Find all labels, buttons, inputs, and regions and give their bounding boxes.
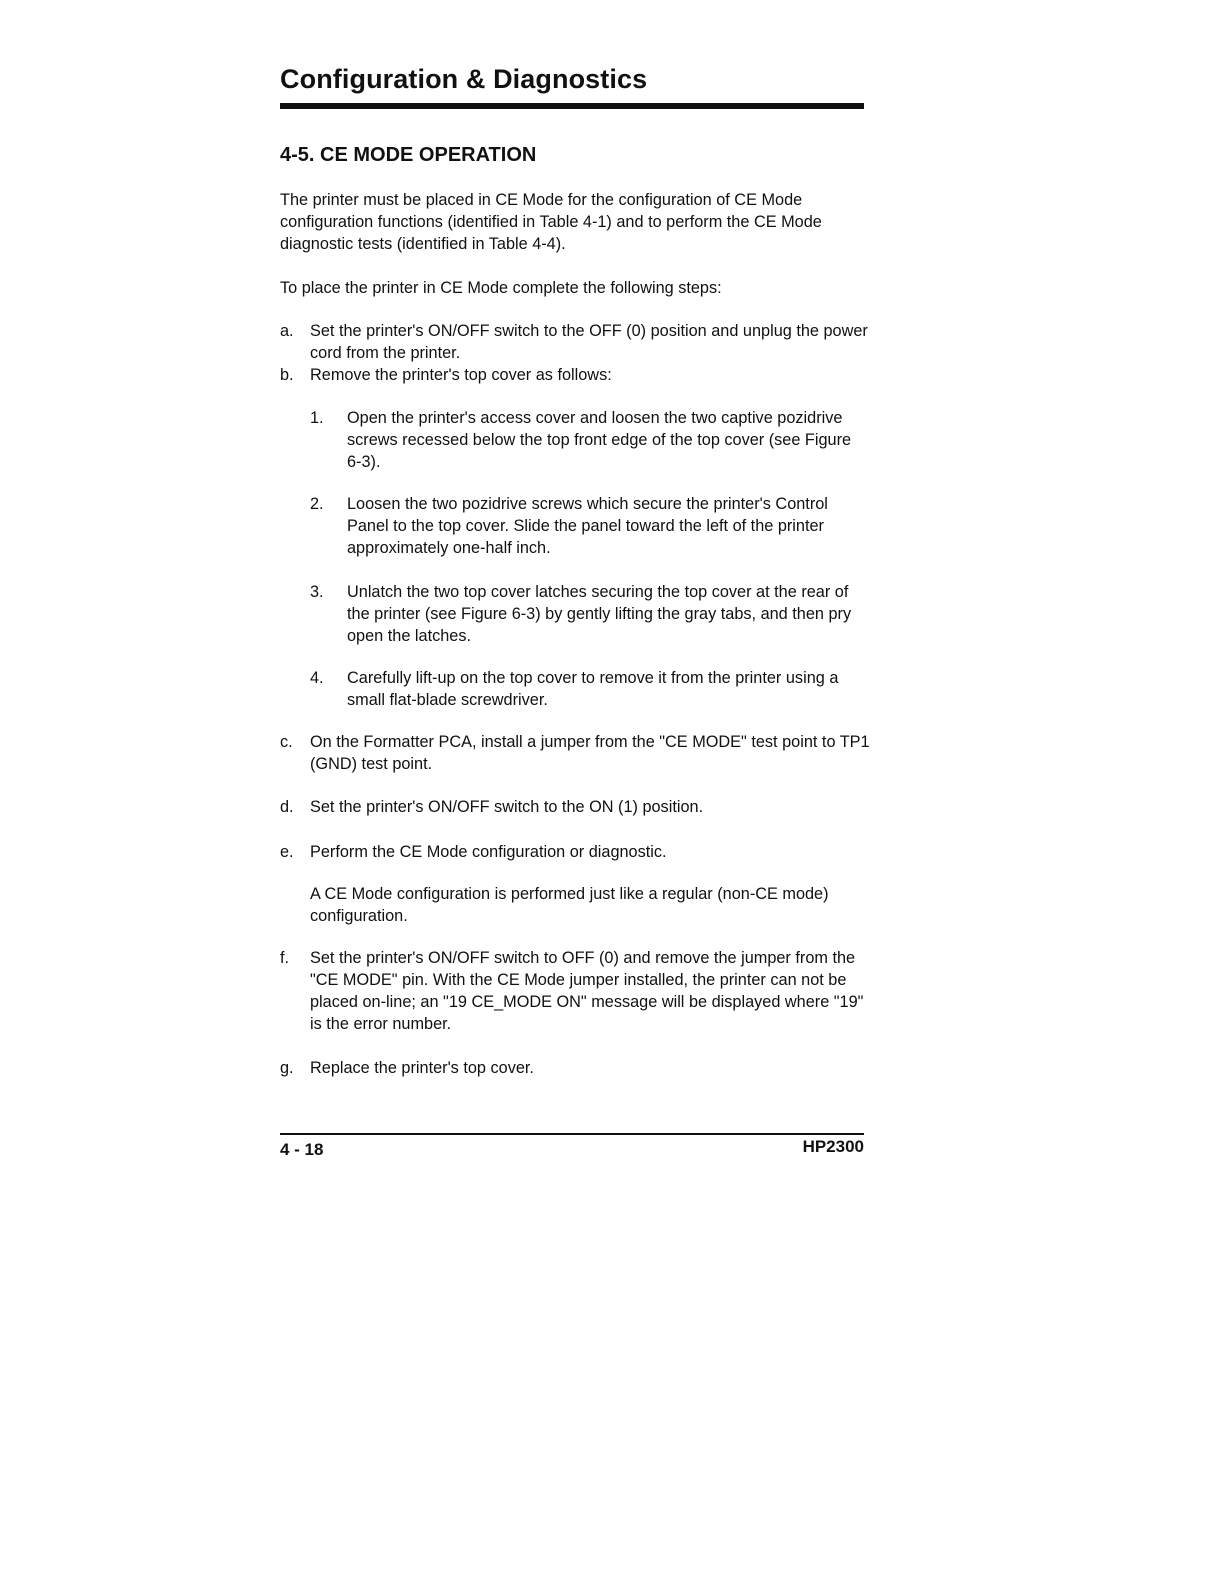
step-text: Perform the CE Mode configuration or diagnostic. [310,843,667,861]
substep-number: 4. [310,669,324,687]
substep-text: Loosen the two pozidrive screws which secure the printer's Control Panel to the top cover. Slide the panel toward the left of the printer approximately one-half inch. [347,495,828,557]
page-number: 4 - 18 [280,1140,324,1159]
model-name: HP2300 [802,1137,864,1156]
step-text: On the Formatter PCA, install a jumper from the "CE MODE" test point to TP1 (GND) test point. [310,733,870,773]
step-letter: f. [280,949,290,967]
substep-number: 2. [310,495,324,513]
step-text: Set the printer's ON/OFF switch to the ON (1) position. [310,798,704,816]
footer-rule [280,1133,864,1135]
step-letter: a. [280,322,294,340]
step-text: Replace the printer's top cover. [310,1059,534,1077]
substep-text: Unlatch the two top cover latches securing the top cover at the rear of the printer (see Figure 6-3) by gently lifting the gray tabs, and then pry open the latches. [347,583,852,645]
step-e-note: A CE Mode configuration is performed just like a regular (non-CE mode) configuration. [310,885,829,925]
step-letter: d. [280,798,294,816]
step-letter: g. [280,1059,294,1077]
step-text: Remove the printer's top cover as follows: [310,366,612,384]
manual-page [280,0,870,1584]
section-heading: 4-5. CE MODE OPERATION [280,144,537,166]
step-letter: e. [280,843,294,861]
substep-number: 1. [310,409,324,427]
substep-text: Open the printer's access cover and loosen the two captive pozidrive screws recessed below the top front edge of the top cover (see Figure 6-3). [347,409,852,471]
steps-lead-paragraph: To place the printer in CE Mode complete the following steps: [280,279,722,297]
step-text: Set the printer's ON/OFF switch to the OFF (0) position and unplug the power cord from the printer. [310,322,868,362]
intro-paragraph: The printer must be placed in CE Mode for the configuration of CE Mode configuration functions (identified in Table 4-1) and to perform the CE Mode diagnostic tests (identified in Table 4-4). [280,191,822,253]
step-text: Set the printer's ON/OFF switch to OFF (0) and remove the jumper from the "CE MODE" pin. With the CE Mode jumper installed, the printer can not be placed on-line; an "19 CE_MODE ON" message will be displayed where "19" is the error number. [310,949,864,1033]
step-letter: c. [280,733,293,751]
header-rule [280,103,864,109]
substep-text: Carefully lift-up on the top cover to remove it from the printer using a small flat-blade screwdriver. [347,669,839,709]
chapter-title: Configuration & Diagnostics [280,64,648,94]
step-letter: b. [280,366,294,384]
substep-number: 3. [310,583,324,601]
